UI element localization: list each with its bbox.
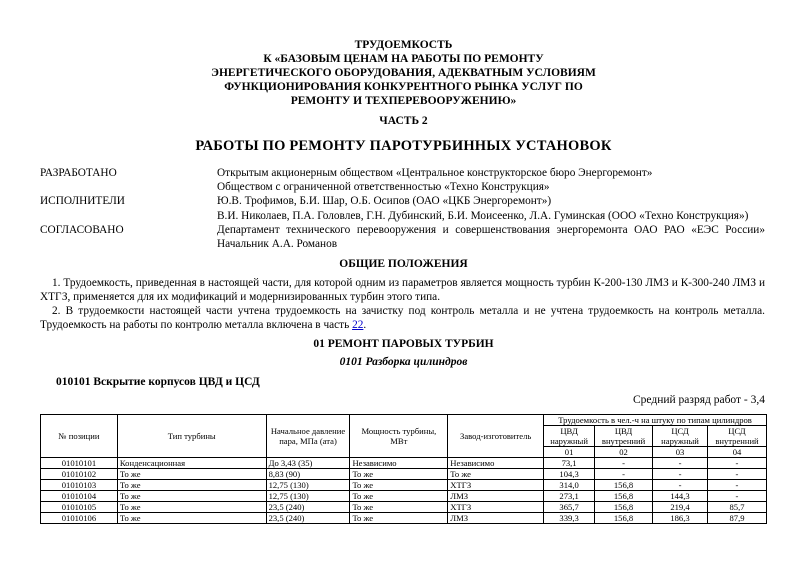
table-cell: - bbox=[707, 480, 766, 491]
table-row bbox=[41, 458, 767, 469]
table-cell: То же bbox=[448, 469, 544, 480]
document-title bbox=[150, 38, 657, 108]
table-row bbox=[41, 513, 767, 524]
table-cell: 219,4 bbox=[653, 502, 708, 513]
table-cell: То же bbox=[350, 491, 448, 502]
meta-value: Ю.В. Трофимов, Б.И. Шар, О.Б. Осипов (ОАО «ЦКБ Энергоремонт») bbox=[217, 195, 552, 208]
table-row bbox=[41, 502, 767, 513]
table-cell: - bbox=[707, 458, 766, 469]
table-cell: Конденсационная bbox=[117, 458, 266, 469]
table-row bbox=[41, 469, 767, 480]
table-row bbox=[41, 491, 767, 502]
meta-row-agreed bbox=[40, 223, 765, 237]
general-heading: ОБЩИЕ ПОЛОЖЕНИЯ bbox=[339, 258, 468, 270]
table-cell: - bbox=[653, 469, 708, 480]
table-cell: 273,1 bbox=[544, 491, 595, 502]
table-cell: То же bbox=[117, 491, 266, 502]
header-power: Мощность турбины, МВт bbox=[350, 415, 448, 458]
table-cell: 156,8 bbox=[595, 480, 653, 491]
meta-row-performers bbox=[40, 194, 765, 208]
header-manufacturer: Завод-изготовитель bbox=[448, 415, 544, 458]
table-cell: - bbox=[595, 469, 653, 480]
table-cell: 01010103 bbox=[41, 480, 118, 491]
table-cell: ЛМЗ bbox=[448, 491, 544, 502]
table-cell: 01010106 bbox=[41, 513, 118, 524]
meta-value: Департамент технического перевооружения и совершенствования энергоремонта ОАО РАО «ЕЭС России» bbox=[217, 223, 765, 236]
meta-row-developed bbox=[40, 166, 765, 180]
table-cell: - bbox=[653, 458, 708, 469]
header-col-number: 02 bbox=[595, 447, 653, 458]
table-cell: То же bbox=[117, 513, 266, 524]
meta-label: СОГЛАСОВАНО bbox=[40, 223, 124, 236]
block-heading: 010101 Вскрытие корпусов ЦВД и ЦСД bbox=[56, 376, 260, 388]
paragraph-text: 2. В трудоемкости настоящей части учтена трудоемкость на зачистку под контроль металла и не учтена трудоемкость на контроль металла. Трудоемкость на работы по контролю металла включена в часть bbox=[40, 305, 765, 331]
table-cell: 156,8 bbox=[595, 513, 653, 524]
meta-value: В.И. Николаев, П.А. Головлев, Г.Н. Дубинский, Б.И. Моисеенко, Л.А. Гуминская (ООО «Техно Конструкция») bbox=[217, 209, 749, 222]
table-cell: 314,0 bbox=[544, 480, 595, 491]
table-cell: 186,3 bbox=[653, 513, 708, 524]
part-link[interactable]: 22 bbox=[352, 319, 364, 331]
header-csd-outer: ЦСД наружный bbox=[653, 426, 708, 447]
header-csd-inner: ЦСД внутренний bbox=[707, 426, 766, 447]
table-cell: Независимо bbox=[350, 458, 448, 469]
section-heading: РАБОТЫ ПО РЕМОНТУ ПАРОТУРБИННЫХ УСТАНОВОК bbox=[195, 138, 612, 154]
table-cell: ХТГЗ bbox=[448, 502, 544, 513]
title-line: К «БАЗОВЫМ ЦЕНАМ НА РАБОТЫ ПО РЕМОНТУ bbox=[263, 53, 544, 65]
meta-row bbox=[40, 209, 765, 223]
table-cell: 01010101 bbox=[41, 458, 118, 469]
table-cell: ХТГЗ bbox=[448, 480, 544, 491]
table-cell: 339,3 bbox=[544, 513, 595, 524]
meta-value: Обществом с ограниченной ответственностью «Техно Конструкция» bbox=[217, 181, 550, 194]
table-cell: 23,5 (240) bbox=[266, 513, 350, 524]
paragraph-end: . bbox=[363, 319, 367, 331]
repair-heading: 01 РЕМОНТ ПАРОВЫХ ТУРБИН bbox=[313, 338, 494, 350]
paragraph-text: 1. Трудоемкость, приведенная в настоящей части, для которой одним из параметров является мощность турбин К-200-130 ЛМЗ и К-300-240 ЛМЗ и ХТГЗ, применяется для их модификаций и модернизированных турбин этого типа. bbox=[40, 277, 765, 303]
table-cell: 73,1 bbox=[544, 458, 595, 469]
table-cell: 156,8 bbox=[595, 491, 653, 502]
repair-subheading: 0101 Разборка цилиндров bbox=[339, 356, 468, 368]
header-cvd-inner: ЦВД внутренний bbox=[595, 426, 653, 447]
header-pressure: Начальное давление пара, МПа (ата) bbox=[266, 415, 350, 458]
table-cell: То же bbox=[117, 480, 266, 491]
title-line: РЕМОНТУ И ТЕХПЕРЕВООРУЖЕНИЮ» bbox=[290, 95, 517, 107]
header-col-number: 04 bbox=[707, 447, 766, 458]
header-col-number: 01 bbox=[544, 447, 595, 458]
table-cell: 156,8 bbox=[595, 502, 653, 513]
table-cell: 01010104 bbox=[41, 491, 118, 502]
header-col-number: 03 bbox=[653, 447, 708, 458]
header-labor: Трудоемкость в чел.-ч на штуку по типам цилиндров bbox=[544, 415, 767, 426]
table-cell: То же bbox=[350, 469, 448, 480]
paragraph-1 bbox=[40, 276, 765, 304]
table-cell: 01010102 bbox=[41, 469, 118, 480]
table-cell: 01010105 bbox=[41, 502, 118, 513]
table-cell: 8,83 (90) bbox=[266, 469, 350, 480]
table-cell: - bbox=[595, 458, 653, 469]
table-cell: 365,7 bbox=[544, 502, 595, 513]
table-cell: То же bbox=[350, 480, 448, 491]
table-cell: То же bbox=[350, 502, 448, 513]
meta-label: ИСПОЛНИТЕЛИ bbox=[40, 195, 125, 208]
table-cell: 104,3 bbox=[544, 469, 595, 480]
work-rank: Средний разряд работ - 3,4 bbox=[632, 394, 765, 406]
title-line: ФУНКЦИОНИРОВАНИЯ КОНКУРЕНТНОГО РЫНКА УСЛУГ ПО bbox=[224, 81, 583, 93]
meta-row bbox=[40, 180, 765, 194]
metadata-block bbox=[40, 166, 765, 251]
paragraph-2 bbox=[40, 304, 765, 332]
table-cell: 23,5 (240) bbox=[266, 502, 350, 513]
table-cell: ЛМЗ bbox=[448, 513, 544, 524]
meta-label: РАЗРАБОТАНО bbox=[40, 167, 117, 179]
meta-row bbox=[40, 237, 765, 251]
table-cell: Независимо bbox=[448, 458, 544, 469]
table-cell: 85,7 bbox=[707, 502, 766, 513]
table-cell: То же bbox=[350, 513, 448, 524]
labor-table bbox=[40, 414, 767, 524]
meta-value: Начальник А.А. Романов bbox=[217, 238, 338, 251]
header-turbine-type: Тип турбины bbox=[117, 415, 266, 458]
table-cell: 87,9 bbox=[707, 513, 766, 524]
table-cell: - bbox=[707, 469, 766, 480]
table-cell: То же bbox=[117, 502, 266, 513]
table-cell: До 3,43 (35) bbox=[266, 458, 350, 469]
table-cell: - bbox=[653, 480, 708, 491]
table-cell: 144,3 bbox=[653, 491, 708, 502]
part-heading: ЧАСТЬ 2 bbox=[379, 115, 428, 127]
table-row bbox=[41, 480, 767, 491]
meta-value: Открытым акционерным обществом «Центральное конструкторское бюро Энергоремонт» bbox=[217, 167, 653, 179]
table-cell: 12,75 (130) bbox=[266, 480, 350, 491]
header-position: № позиции bbox=[41, 415, 118, 458]
table-cell: 12,75 (130) bbox=[266, 491, 350, 502]
header-cvd-outer: ЦВД наружный bbox=[544, 426, 595, 447]
table-cell: То же bbox=[117, 469, 266, 480]
title-line: ЭНЕРГЕТИЧЕСКОГО ОБОРУДОВАНИЯ, АДЕКВАТНЫМ УСЛОВИЯМ bbox=[211, 67, 596, 79]
table-body bbox=[41, 458, 767, 524]
table-cell: - bbox=[707, 491, 766, 502]
title-line: ТРУДОЕМКОСТЬ bbox=[354, 39, 453, 51]
